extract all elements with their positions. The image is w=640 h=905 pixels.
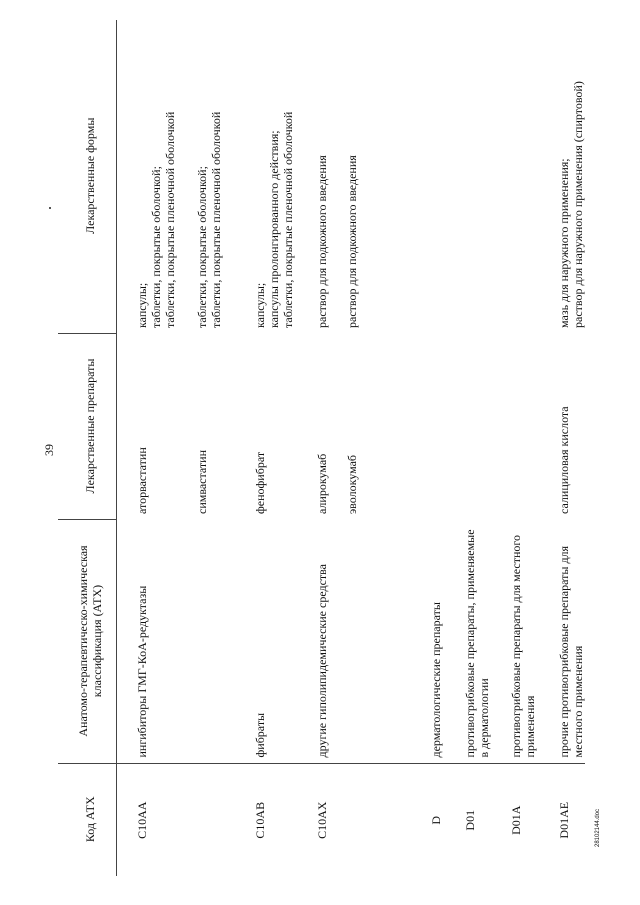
cell-drug: алирокумаб bbox=[315, 453, 329, 514]
dosage-form-line: капсулы; bbox=[135, 282, 149, 328]
header-code: Код АТХ bbox=[58, 764, 117, 876]
cell-atc: противогрибковые препараты для местного применения bbox=[509, 534, 537, 758]
cell-forms bbox=[429, 20, 463, 334]
table-row bbox=[315, 20, 345, 876]
table-row bbox=[463, 20, 509, 876]
cell-code: D01AE bbox=[557, 764, 585, 876]
dosage-form-line: мазь для наружного применения; bbox=[557, 158, 571, 328]
cell-forms bbox=[195, 20, 253, 334]
cell-atc: фибраты bbox=[253, 712, 267, 758]
dosage-form-line: раствор для подкожного введения bbox=[345, 155, 359, 328]
dosage-form-line: таблетки, покрытые пленочной оболочкой bbox=[163, 111, 177, 328]
cell-code: D01 bbox=[463, 764, 509, 876]
scan-mark bbox=[49, 207, 51, 209]
table-row bbox=[345, 20, 429, 876]
dosage-form-line: капсулы; bbox=[253, 282, 267, 328]
cell-drug: симвастатин bbox=[195, 450, 209, 514]
dosage-form-line: капсулы пролонгированного действия; bbox=[267, 130, 281, 328]
cell-atc: прочие противогрибковые препараты для местного применения bbox=[557, 545, 585, 758]
cell-drug bbox=[429, 334, 463, 520]
cell-forms bbox=[463, 20, 509, 334]
dosage-form-line: раствор для наружного применения (спиртовой) bbox=[571, 81, 585, 328]
table-row bbox=[253, 20, 315, 876]
cell-atc: другие гиполипидемические средства bbox=[315, 564, 329, 758]
dosage-form-line: таблетки, покрытые пленочной оболочкой bbox=[281, 111, 295, 328]
cell-code: C10AX bbox=[315, 764, 345, 876]
cell-forms bbox=[315, 20, 345, 334]
cell-drug: эволокумаб bbox=[345, 454, 359, 514]
cell-atc: противогрибковые препараты, применяемые в дерматологии bbox=[463, 529, 491, 758]
dosage-form-line: таблетки, покрытые пленочной оболочкой bbox=[209, 111, 223, 328]
table-row bbox=[195, 20, 253, 876]
cell-atc: ингибиторы ГМГ-КоА-редуктазы bbox=[135, 585, 149, 758]
cell-code bbox=[345, 764, 429, 876]
document-id: 28102144.doc bbox=[595, 808, 601, 847]
cell-drug bbox=[509, 334, 557, 520]
header-drugs: Лекарственные препараты bbox=[58, 334, 117, 520]
cell-code: C10AB bbox=[253, 764, 315, 876]
table-body bbox=[117, 20, 586, 876]
table-row bbox=[509, 20, 557, 876]
dosage-form-line: таблетки, покрытые оболочкой; bbox=[149, 166, 163, 328]
drug-classification-table bbox=[58, 20, 585, 876]
dosage-form-line: раствор для подкожного введения bbox=[315, 155, 329, 328]
cell-forms bbox=[253, 20, 315, 334]
cell-forms bbox=[557, 20, 585, 334]
cell-forms bbox=[509, 20, 557, 334]
table-header-row bbox=[58, 20, 117, 876]
rotated-page bbox=[58, 20, 585, 876]
cell-code: C10AA bbox=[117, 764, 196, 876]
table-row bbox=[117, 20, 196, 876]
cell-drug: салициловая кислота bbox=[557, 406, 571, 514]
cell-atc bbox=[195, 520, 253, 764]
cell-code: D01A bbox=[509, 764, 557, 876]
cell-forms bbox=[117, 20, 196, 334]
header-atc: Анатомо-терапевтическо-химическая классификация (АТХ) bbox=[58, 520, 117, 764]
cell-drug: аторвастатин bbox=[135, 447, 149, 514]
cell-forms bbox=[345, 20, 429, 334]
cell-code: D bbox=[429, 764, 463, 876]
table-row bbox=[429, 20, 463, 876]
cell-code bbox=[195, 764, 253, 876]
cell-drug bbox=[463, 334, 509, 520]
cell-atc: дерматологические препараты bbox=[429, 602, 443, 758]
page-number: 39 bbox=[42, 444, 56, 456]
header-forms: Лекарственные формы bbox=[58, 20, 117, 334]
dosage-form-line: таблетки, покрытые оболочкой; bbox=[195, 166, 209, 328]
table-row bbox=[557, 20, 585, 876]
cell-drug: фенофибрат bbox=[253, 451, 267, 514]
cell-atc bbox=[345, 520, 429, 764]
